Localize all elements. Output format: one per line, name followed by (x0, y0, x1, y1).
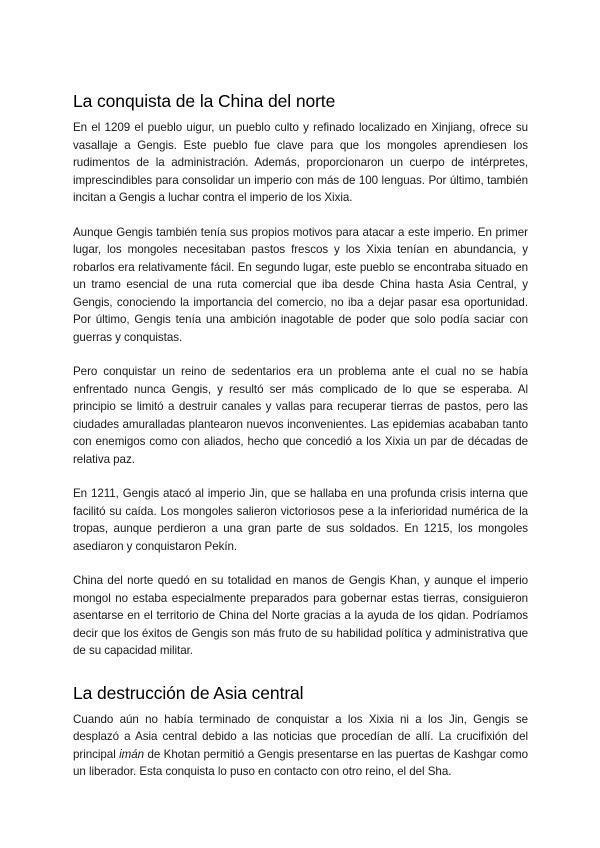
paragraph: En el 1209 el pueblo uigur, un pueblo culto y refinado localizado en Xinjiang, ofrece su vasallaje a Gengis. Este pueblo fue clave para que los mongoles aprendiesen los rudimentos de la administración. Además, proporcionaron un cuerpo de intérpretes, imprescindibles para consolidar un imperio con más de 100 lenguas. Por último, también incitan a Gengis a luchar contra el imperio de los Xixia. (73, 121, 528, 204)
paragraph: Aunque Gengis también tenía sus propios motivos para atacar a este imperio. En primer lugar, los mongoles necesitaban pastos frescos y los Xixia tenían en abundancia, y robarlos era relativamente fácil. En segundo lugar, este pueblo se encontraba situado en un tramo esencial de una ruta comercial que iba desde China hasta Asia Central, y Gengis, conociendo la importancia del comercio, no iba a dejar pasar esa oportunidad. Por último, Gengis tenía una ambición inagotable de poder que solo podía saciar con guerras y conquistas. (73, 225, 528, 344)
paragraph-text: de Khotan permitió a Gengis presentarse en las puertas de Kashgar como un liberador. Esta conquista lo puso en contacto con otro reino, el del Sha. (73, 747, 528, 778)
document-page (73, 90, 528, 798)
paragraph: En 1211, Gengis atacó al imperio Jin, que se hallaba en una profunda crisis interna que facilitó su caída. Los mongoles salieron victoriosos pese a la inferioridad numérica de la tropas, aunque perdieron a una gran parte de sus soldados. En 1215, los mongoles asediaron y conquistaron Pekín. (73, 487, 528, 553)
paragraph (73, 711, 528, 781)
paragraph: China del norte quedó en su totalidad en manos de Gengis Khan, y aunque el imperio mongol no estaba especialmente preparados para gobernar estas tierras, consiguieron asentarse en el territorio de China del Norte gracias a la ayuda de los qidan. Podríamos decir que los éxitos de Gengis son más fruto de su habilidad política y administrativa que de su capacidad militar. (73, 574, 528, 657)
italic-term: imán (119, 747, 145, 761)
section-central-asia (73, 682, 528, 781)
paragraph-text: Cuando aún no había terminado de conquistar a los Xixia ni a los Jin, Gengis se desplazó a Asia central debido a las noticias que procedían de allí. La crucifixión del principal (73, 712, 528, 761)
section-northern-china (73, 90, 528, 660)
paragraph: Pero conquistar un reino de sedentarios era un problema ante el cual no se había enfrentado nunca Gengis, y resultó ser más complicado de lo que se esperaba. Al principio se limitó a destruir canales y vallas para recuperar tierras de pastos, pero las ciudades amuralladas plantearon nuevos inconvenientes. Las epidemias acababan tanto con enemigos como con aliados, hecho que concedió a los Xixia un par de décadas de relativa paz. (73, 365, 528, 466)
section-heading: La destrucción de Asia central (73, 682, 304, 703)
section-heading: La conquista de la China del norte (73, 91, 336, 111)
